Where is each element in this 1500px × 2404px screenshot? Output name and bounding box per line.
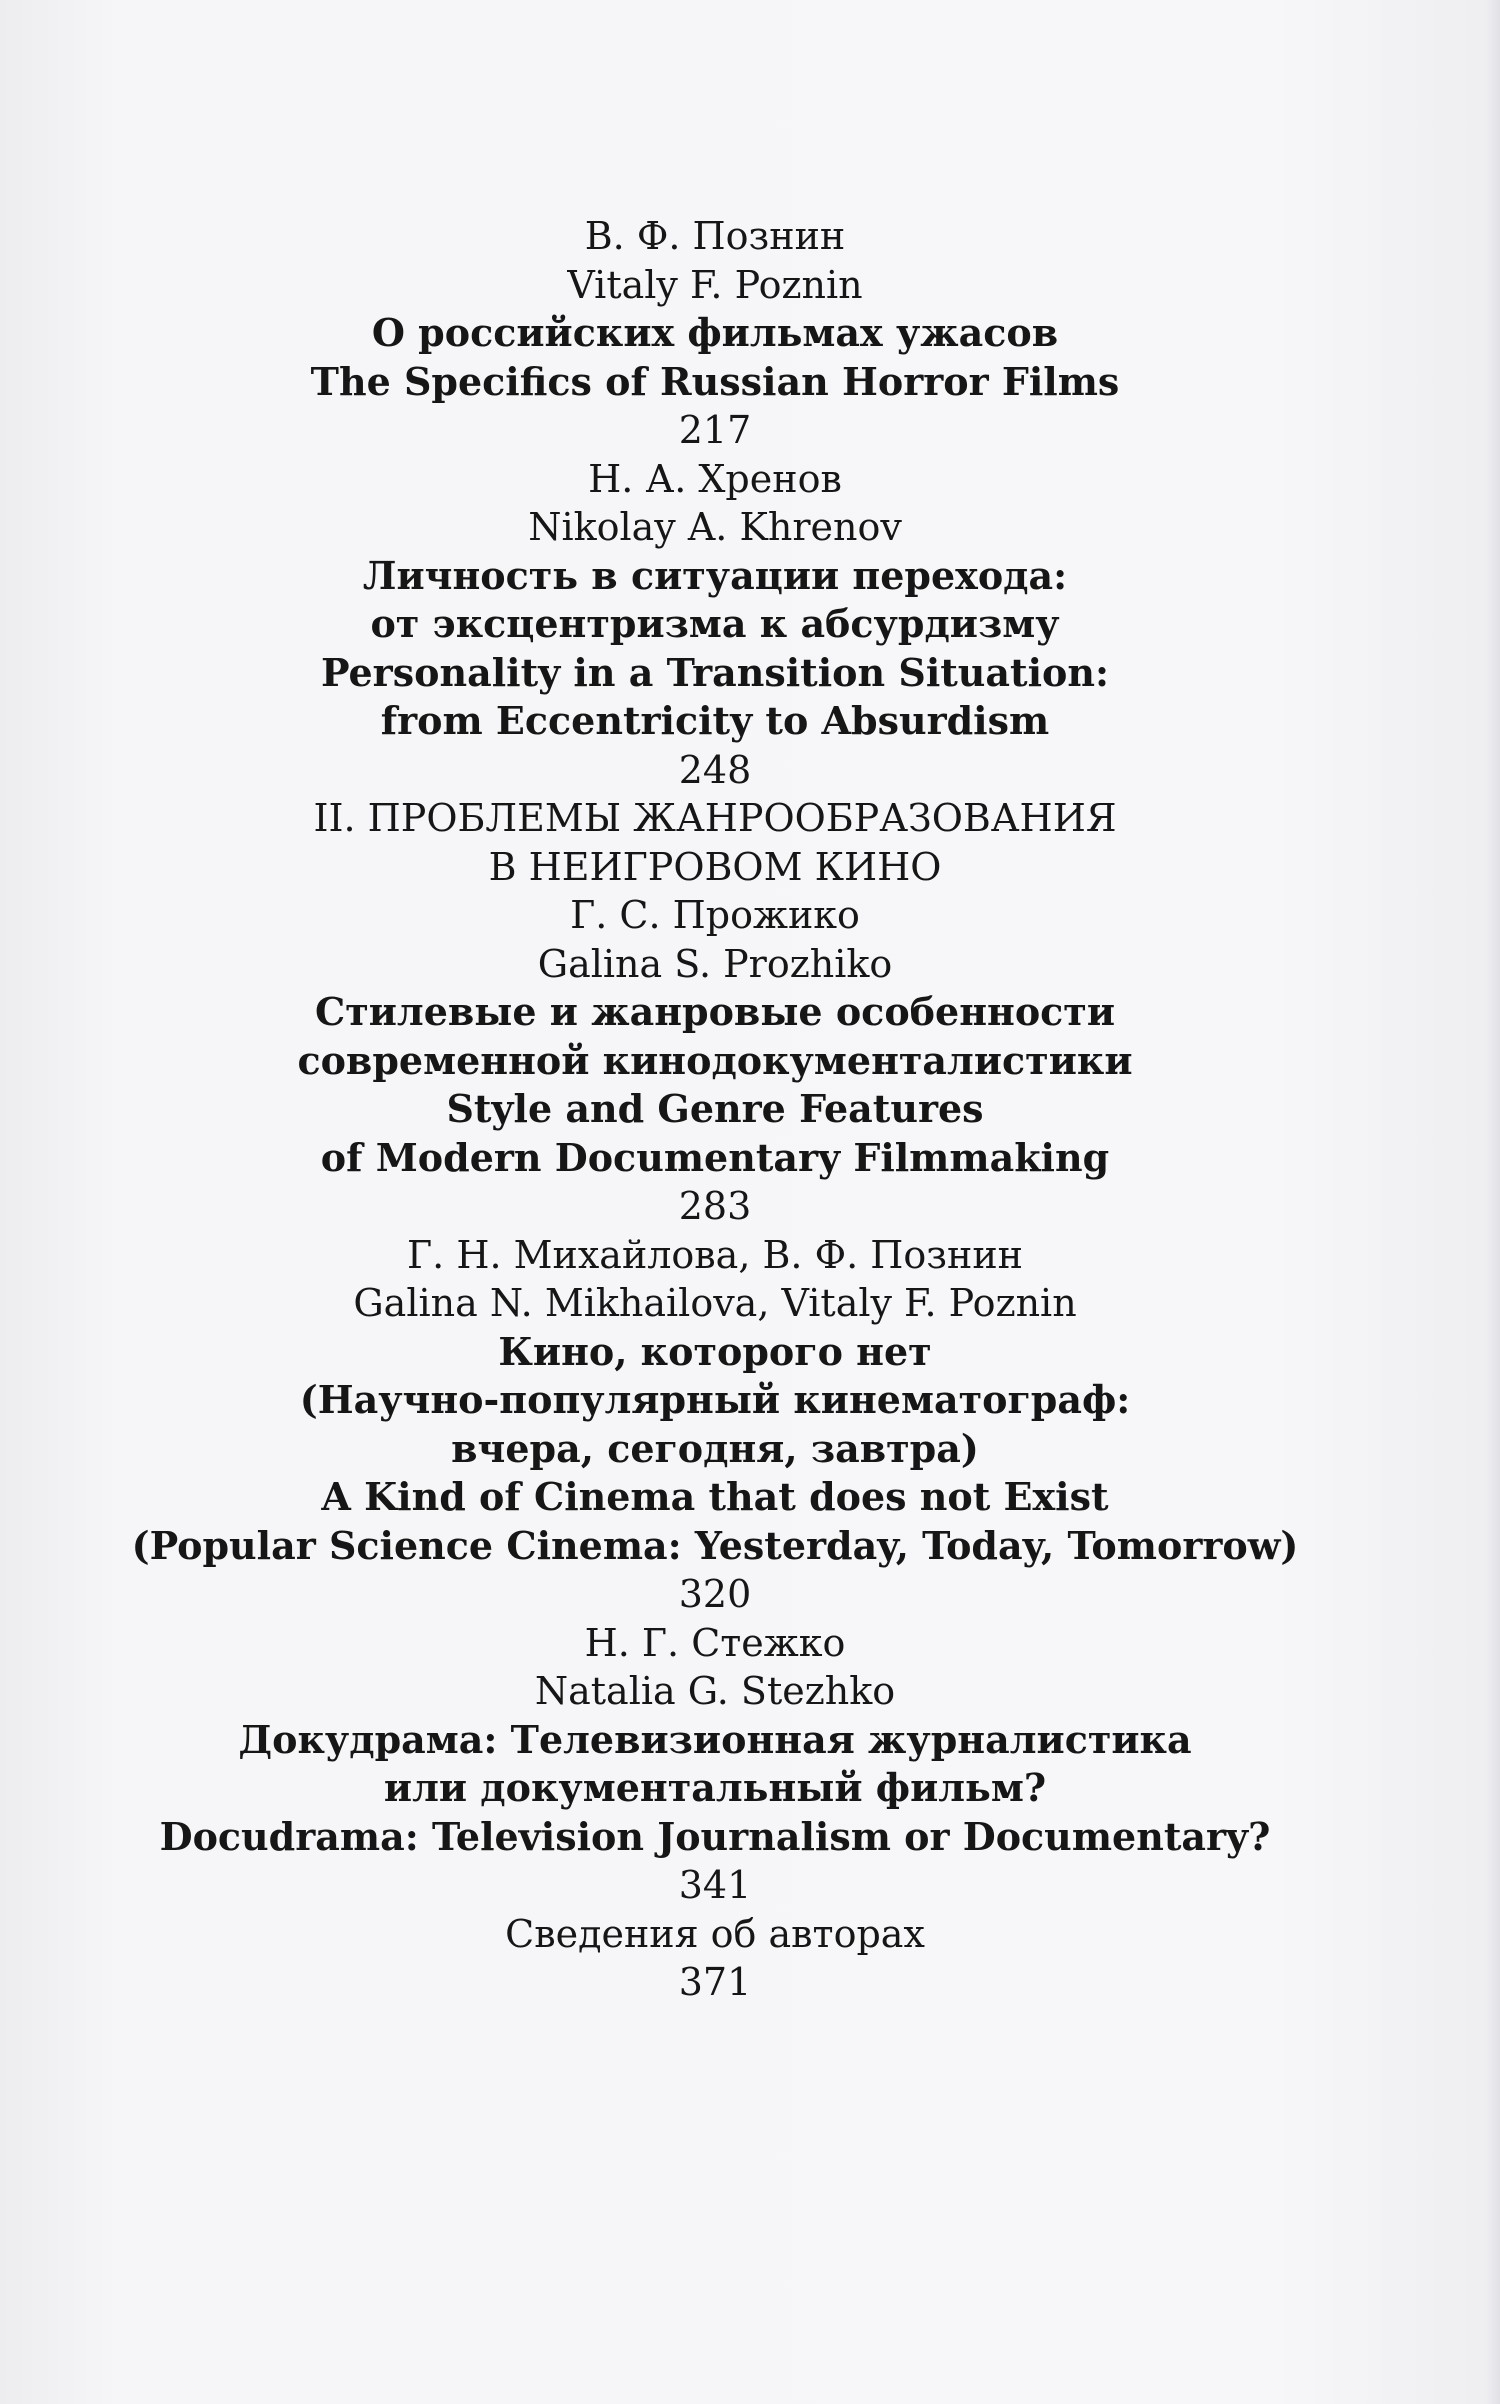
entry-page-number: 283 (678, 1184, 752, 1228)
entry-authors-ru: Г. С. Прожико (570, 893, 860, 937)
entry-page-number: 341 (678, 1863, 752, 1907)
about-authors-label: Сведения об авторах (505, 1911, 925, 1956)
entry-title-line: (Научно-популярный кинематограф: (299, 1377, 1131, 1422)
entry-title-line: или документальный фильм? (383, 1765, 1047, 1810)
entry-page-number: 371 (678, 1960, 752, 2004)
entry-title-line: Личность в ситуации перехода: (362, 552, 1068, 598)
section-heading-line: II. ПРОБЛЕМЫ ЖАНРООБРАЗОВАНИЯ (313, 796, 1117, 840)
entry-title-line: вчера, сегодня, завтра) (451, 1425, 979, 1471)
entry-title-line: Докудрама: Телевизионная журналистика (238, 1716, 1192, 1762)
entry-authors-ru: В. Ф. Познин (584, 214, 846, 258)
toc-entry (0, 1231, 1430, 1619)
entry-authors-en: Vitaly F. Poznin (567, 262, 863, 307)
entry-title-line: (Popular Science Cinema: Yesterday, Today, Tomorrow) (131, 1522, 1299, 1568)
toc-entry (0, 891, 1430, 1231)
entry-authors-ru: Н. А. Хренов (588, 456, 842, 501)
entry-title-line: Стилевые и жанровые особенности (314, 989, 1116, 1034)
section-heading (0, 794, 1430, 891)
entry-title-line: Docudrama: Television Journalism or Documentary? (159, 1813, 1271, 1859)
entry-title-line: Кино, которого нет (498, 1328, 932, 1374)
entry-authors-ru: Г. Н. Михайлова, В. Ф. Познин (407, 1232, 1023, 1277)
entry-title-line: The Specifics of Russian Horror Films (310, 358, 1120, 404)
toc-entry-about-authors (0, 1910, 1430, 2007)
entry-title-line: от эксцентризма к абсурдизму (370, 601, 1060, 646)
table-of-contents (0, 212, 1430, 2007)
entry-title-line: О российских фильмах ужасов (371, 310, 1059, 355)
toc-entry (0, 455, 1430, 795)
toc-entry (0, 212, 1430, 455)
entry-authors-en: Galina N. Mikhailova, Vitaly F. Poznin (353, 1281, 1077, 1325)
section-heading-line: В НЕИГРОВОМ КИНО (488, 844, 942, 889)
toc-entry (0, 1619, 1430, 1910)
entry-authors-en: Galina S. Prozhiko (537, 941, 893, 986)
entry-title-line: современной кинодокументалистики (297, 1037, 1133, 1083)
entry-title-line: of Modern Documentary Filmmaking (320, 1134, 1110, 1180)
entry-page-number: 320 (678, 1572, 752, 1616)
entry-page-number: 217 (678, 408, 752, 452)
entry-page-number: 248 (678, 747, 752, 792)
entry-title-line: Personality in a Transition Situation: (320, 649, 1110, 695)
entry-title-line: A Kind of Cinema that does not Exist (321, 1474, 1109, 1519)
entry-authors-en: Nikolay A. Khrenov (528, 505, 902, 549)
entry-title-line: Style and Genre Features (446, 1086, 984, 1131)
entry-authors-en: Natalia G. Stezhko (534, 1669, 896, 1713)
entry-title-line: from Eccentricity to Absurdism (380, 698, 1050, 743)
entry-authors-ru: Н. Г. Стежко (584, 1620, 846, 1665)
